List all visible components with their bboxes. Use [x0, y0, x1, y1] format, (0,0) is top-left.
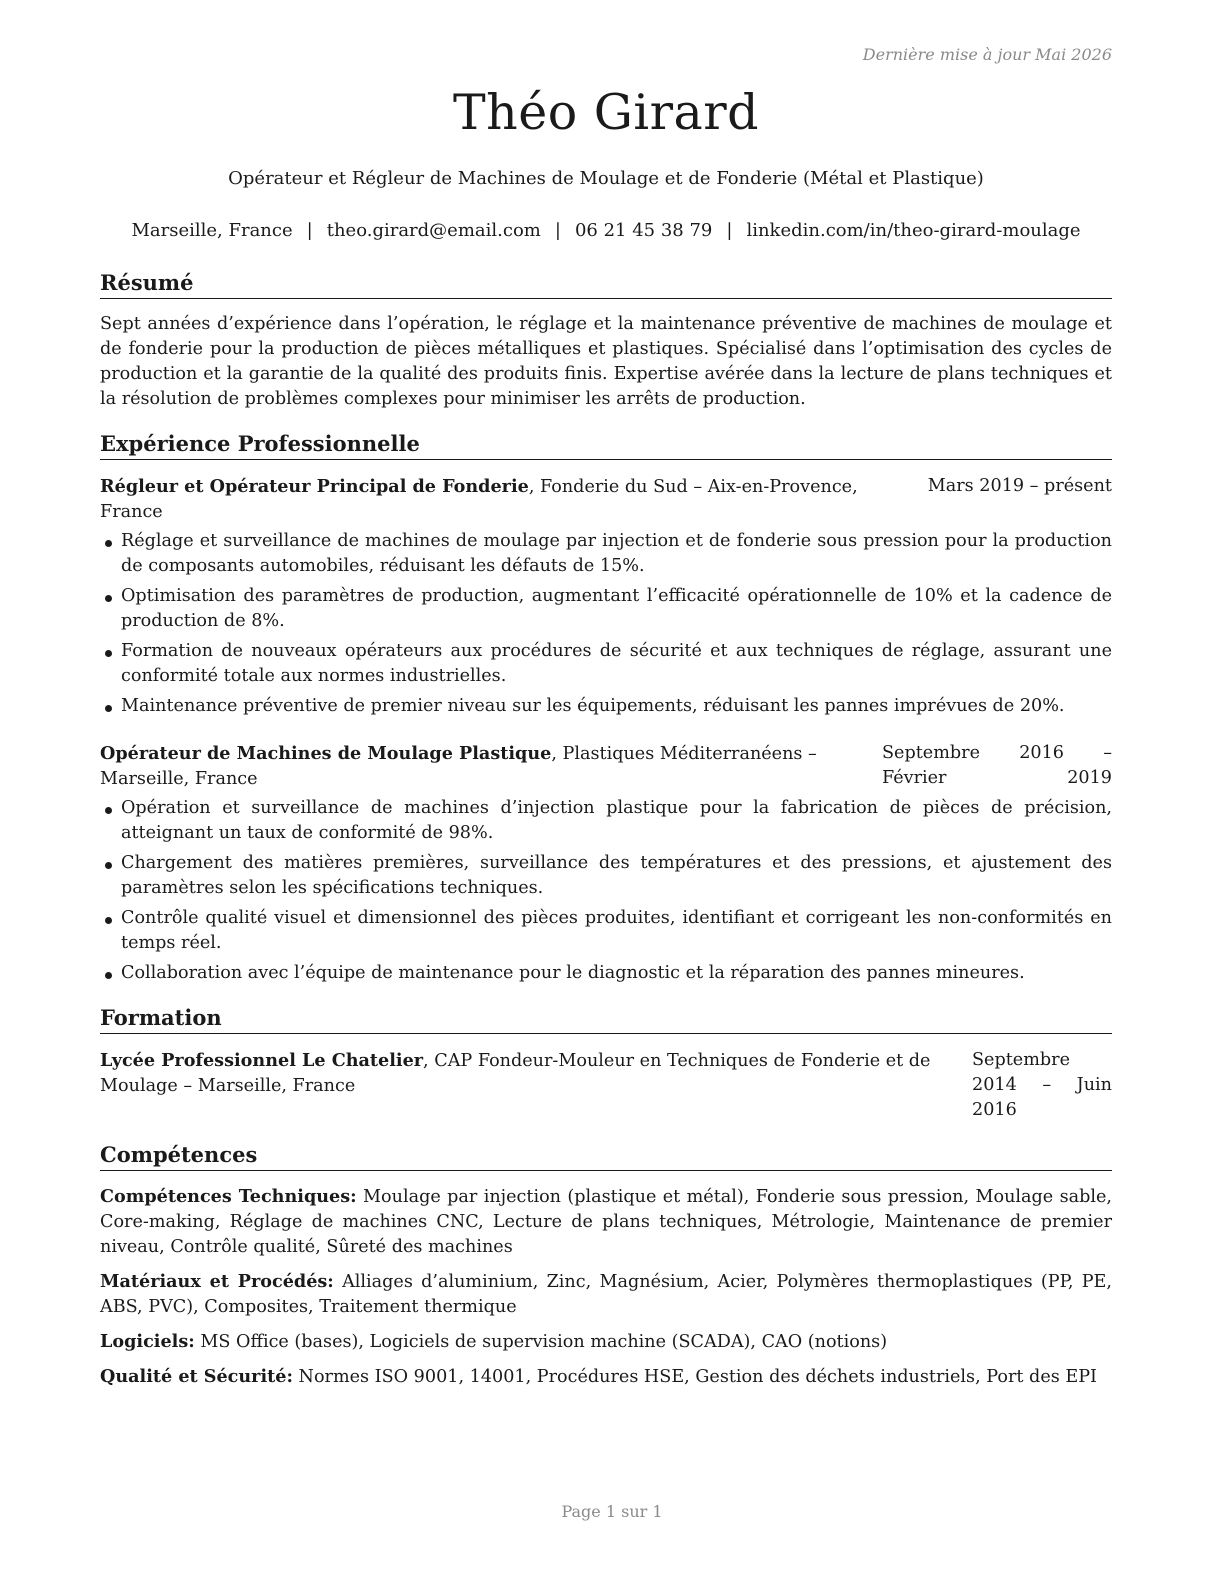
job-entry [100, 741, 1112, 986]
list-item: Maintenance préventive de premier niveau sur les équipements, réduisant les pannes imprévues de 20%. [100, 694, 1112, 719]
education-section [100, 1003, 1112, 1123]
skill-value: Alliages d’aluminium, Zinc, Magnésium, Acier, Polymères thermoplastiques (PP, PE, ABS, PVC), Composites, Traitement thermique [100, 1272, 1112, 1317]
contact-location: Marseille, France [131, 220, 293, 241]
contact-separator: | [726, 220, 733, 241]
education-entry [100, 1048, 1112, 1123]
section-heading: Expérience Professionnelle [100, 429, 1112, 460]
summary-section [100, 268, 1112, 412]
list-item: Collaboration avec l’équipe de maintenance pour le diagnostic et la réparation des pannes mineures. [100, 961, 1112, 986]
job-header [100, 474, 1112, 525]
skill-label: Logiciels: [100, 1331, 195, 1352]
experience-section [100, 429, 1112, 986]
contact-linkedin[interactable]: linkedin.com/in/theo-girard-moulage [746, 220, 1081, 241]
list-item: Chargement des matières premières, surveillance des températures et des pressions, et ajustement des paramètres selon les spécifications techniques. [100, 851, 1112, 901]
section-heading: Formation [100, 1003, 1112, 1034]
skill-value: Normes ISO 9001, 14001, Procédures HSE, Gestion des déchets industriels, Port des EPI [292, 1367, 1097, 1387]
resume-body [100, 268, 1112, 1390]
skill-row [100, 1184, 1112, 1260]
list-item: Contrôle qualité visuel et dimensionnel des pièces produites, identifiant et corrigeant les non-conformités en temps réel. [100, 906, 1112, 956]
page-number: Page 1 sur 1 [561, 1502, 663, 1521]
summary-text: Sept années d’expérience dans l’opération, le réglage et la maintenance préventive de machines de moulage et de fonderie pour la production de pièces métalliques et plastiques. Spécialisé dans l’optimisation des cycles de production et la garantie de la qualité des produits finis. Expertise avérée dans la lecture de plans techniques et la résolution de problèmes complexes pour minimiser les arrêts de production. [100, 314, 1112, 409]
skills-section [100, 1140, 1112, 1390]
contact-separator: | [554, 220, 561, 241]
job-company: , Fonderie du Sud – Aix-en-Provence, France [100, 477, 858, 522]
job-company: , Plastiques Méditerranéens – Marseille, France [100, 744, 817, 789]
skill-label: Matériaux et Procédés: [100, 1271, 334, 1292]
education-dates: Septembre 2014 – Juin 2016 [972, 1050, 1112, 1120]
job-bullets [100, 529, 1112, 719]
skill-value: MS Office (bases), Logiciels de supervision machine (SCADA), CAO (notions) [194, 1332, 888, 1352]
list-item: Réglage et surveillance de machines de moulage par injection et de fonderie sous pression pour la production de composants automobiles, réduisant les défauts de 15%. [100, 529, 1112, 579]
skill-label: Compétences Techniques: [100, 1186, 357, 1207]
candidate-name: Théo Girard [452, 84, 760, 141]
contact-phone: 06 21 45 38 79 [574, 220, 713, 241]
job-title: Opérateur et Régleur de Machines de Moulage et de Fonderie (Métal et Plastique) [228, 168, 984, 189]
list-item: Opération et surveillance de machines d’injection plastique pour la fabrication de pièces de précision, atteignant un taux de conformité de 98%. [100, 796, 1112, 846]
last-updated: Dernière mise à jour Mai 2026 [862, 45, 1112, 64]
job-entry [100, 474, 1112, 719]
job-dates: Septembre 2016 – Février 2019 [882, 743, 1112, 788]
skill-label: Qualité et Sécurité: [100, 1366, 293, 1387]
job-role: Régleur et Opérateur Principal de Fonderie [100, 476, 529, 497]
skill-row [100, 1364, 1112, 1390]
job-role: Opérateur de Machines de Moulage Plastique [100, 743, 552, 764]
skill-value: Moulage par injection (plastique et métal), Fonderie sous pression, Moulage sable, Core-making, Réglage de machines CNC, Lecture de plans techniques, Métrologie, Maintenance de premier niveau, Contrôle qualité, Sûreté des machines [100, 1187, 1112, 1257]
education-details: , CAP Fondeur-Mouleur en Techniques de Fonderie et de Moulage – Marseille, France [100, 1051, 931, 1096]
section-heading: Résumé [100, 268, 1112, 299]
skill-row [100, 1329, 1112, 1355]
job-header [100, 741, 1112, 792]
section-heading: Compétences [100, 1140, 1112, 1171]
skill-row [100, 1269, 1112, 1320]
education-school: Lycée Professionnel Le Chatelier [100, 1050, 424, 1071]
contact-email[interactable]: theo.girard@email.com [326, 220, 541, 241]
contact-separator: | [306, 220, 313, 241]
contact-line [100, 220, 1112, 241]
job-bullets [100, 796, 1112, 986]
list-item: Optimisation des paramètres de production, augmentant l’efficacité opérationnelle de 10% et la cadence de production de 8%. [100, 584, 1112, 634]
job-dates: Mars 2019 – présent [927, 476, 1112, 496]
list-item: Formation de nouveaux opérateurs aux procédures de sécurité et aux techniques de réglage, assurant une conformité totale aux normes industrielles. [100, 639, 1112, 689]
